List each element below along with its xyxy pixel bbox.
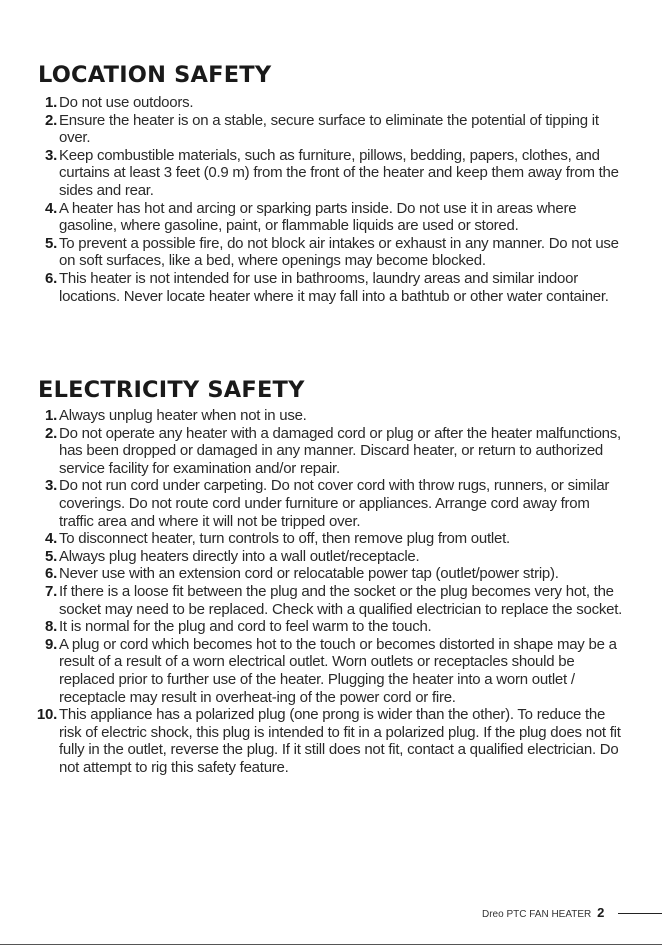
item-number: 2. — [44, 424, 57, 442]
list-item — [0, 565, 624, 583]
item-text: This heater is not intended for use in bathrooms, laundry areas and similar indoor locations. Never locate heater where it may fall into a bathtub or other water container. — [59, 269, 609, 305]
list-item — [0, 636, 624, 706]
item-text: A plug or cord which becomes hot to the touch or becomes distorted in shape may be a result of a result of a worn electrical outlet. Worn outlets or receptacles should be replaced prior to further use of the heater. Plugging the heater into a worn outlet / receptacle may result in overheat-ing of the power cord or fire. — [59, 635, 617, 706]
item-number: 7. — [44, 582, 57, 600]
item-number: 3. — [44, 477, 57, 495]
item-number: 10. — [36, 706, 57, 724]
list-item — [0, 235, 624, 270]
item-text: Do not operate any heater with a damaged cord or plug or after the heater malfunctions, has been dropped or damaged in any manner. Discard heater, or return to authorized service facility for examination and/or repair. — [59, 424, 621, 477]
electricity-safety-heading: ELECTRICITY SAFETY — [38, 377, 305, 403]
item-number: 4. — [44, 199, 57, 217]
item-number: 5. — [44, 547, 57, 565]
item-text: It is normal for the plug and cord to feel warm to the touch. — [59, 618, 432, 636]
list-item — [0, 706, 624, 776]
location-safety-heading: LOCATION SAFETY — [38, 62, 272, 88]
list-item — [0, 407, 624, 425]
list-item — [0, 477, 624, 530]
page-bottom-divider — [0, 944, 662, 945]
item-text: This appliance has a polarized plug (one prong is wider than the other). To reduce the risk of electric shock, this plug is intended to fit in a polarized plug. If the plug does not fit fully in the outlet, reverse the plug. If it still does not fit, contact a qualified electrician. Do not attempt to rig this safety feature. — [59, 706, 621, 776]
item-text: To prevent a possible fire, do not block air intakes or exhaust in any manner. Do not use on soft surfaces, like a bed, where openings may become blocked. — [59, 234, 619, 270]
list-item — [0, 548, 624, 566]
list-item — [0, 94, 624, 112]
item-number: 5. — [44, 234, 57, 252]
item-number: 1. — [44, 94, 57, 111]
item-number: 9. — [44, 635, 57, 653]
item-text: Do not use outdoors. — [59, 94, 194, 111]
item-text: Keep combustible materials, such as furniture, pillows, bedding, papers, clothes, and curtains at least 3 feet (0.9 m) from the front of the heater and keep them away from the sides and rear. — [59, 146, 619, 199]
item-text: Always unplug heater when not in use. — [59, 407, 307, 424]
footer-product-name: Dreo PTC FAN HEATER — [482, 909, 592, 920]
page-footer — [482, 905, 604, 920]
item-text: If there is a loose fit between the plug and the socket or the plug becomes very hot, the socket may need to be replaced. Check with a qualified electrician to replace the socket. — [59, 582, 623, 618]
item-number: 3. — [44, 146, 57, 164]
item-text: Do not run cord under carpeting. Do not cover cord with throw rugs, runners, or similar coverings. Do not route cord under furniture or appliances. Arrange cord away from traffic area and where it will not be tripped over. — [59, 477, 610, 530]
footer-divider — [618, 913, 662, 914]
item-number: 2. — [44, 111, 57, 129]
item-text: To disconnect heater, turn controls to off, then remove plug from outlet. — [59, 530, 510, 548]
item-number: 8. — [44, 618, 57, 636]
item-text: Ensure the heater is on a stable, secure surface to eliminate the potential of tipping it over. — [59, 111, 599, 147]
electricity-safety-list — [0, 407, 624, 776]
item-number: 1. — [44, 407, 57, 424]
list-item — [0, 270, 624, 305]
item-number: 6. — [44, 269, 57, 287]
item-number: 4. — [44, 530, 57, 548]
location-safety-list — [0, 94, 624, 305]
list-item — [0, 618, 624, 636]
list-item — [0, 583, 624, 618]
list-item — [0, 530, 624, 548]
item-number: 6. — [44, 565, 57, 583]
page-number: 2 — [597, 905, 605, 920]
item-text: Always plug heaters directly into a wall outlet/receptacle. — [59, 547, 420, 565]
list-item — [0, 147, 624, 200]
list-item — [0, 425, 624, 478]
item-text: A heater has hot and arcing or sparking parts inside. Do not use it in areas where gasoline, where gasoline, paint, or flammable liquids are used or stored. — [59, 199, 577, 235]
list-item — [0, 200, 624, 235]
item-text: Never use with an extension cord or relocatable power tap (outlet/power strip). — [59, 565, 559, 583]
list-item — [0, 112, 624, 147]
